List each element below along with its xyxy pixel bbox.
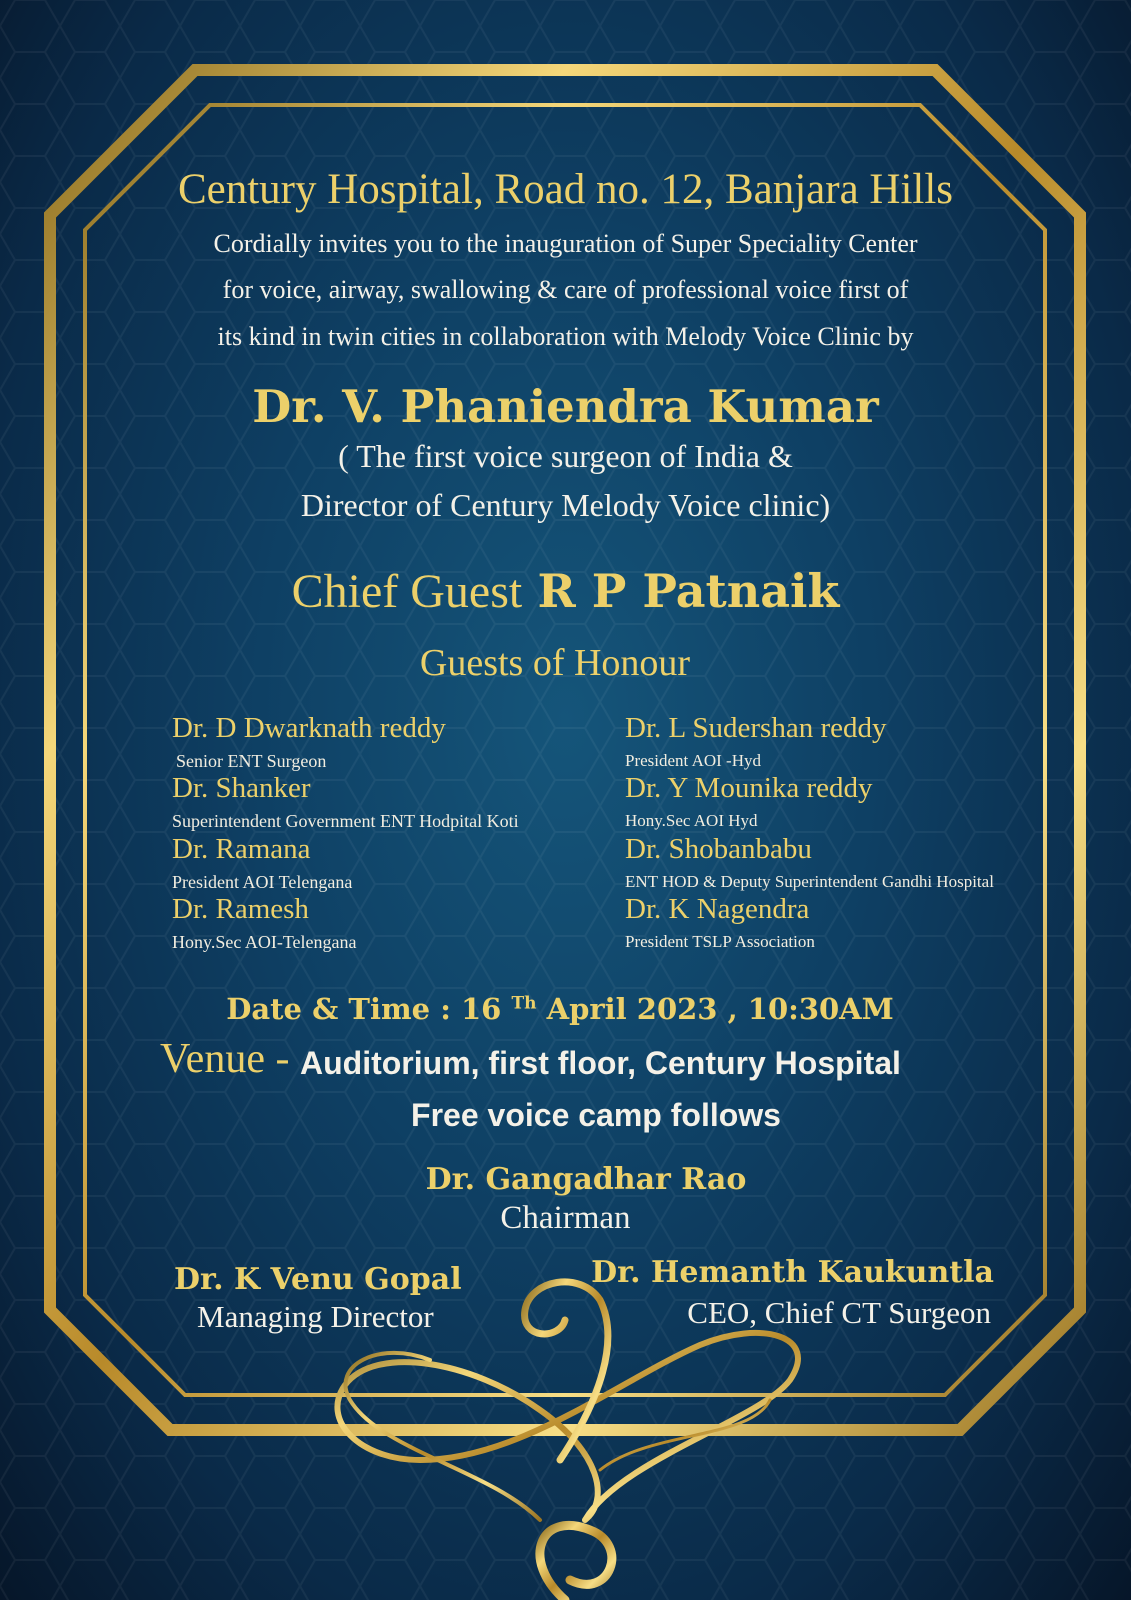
ceo-name: Dr. Hemanth Kaukuntla	[591, 1255, 994, 1290]
md-title: Managing Director	[197, 1299, 434, 1334]
hospital-heading: Century Hospital, Road no. 12, Banjara Hills	[177, 166, 954, 213]
md-name: Dr. K Venu Gopal	[174, 1262, 462, 1297]
guest-name: Dr. Y Mounika reddy	[625, 772, 873, 804]
guest-name: Dr. L Sudershan reddy	[625, 712, 887, 744]
host-title-line-2: Director of Century Melody Voice clinic)	[300, 487, 831, 523]
venue-text: Auditorium, first floor, Century Hospital	[300, 1045, 901, 1081]
guest-role: Superintendent Government ENT Hodpital Koti	[172, 811, 519, 831]
date-suffix: Th	[511, 993, 537, 1014]
chief-guest-line	[0, 563, 1131, 619]
guest-role: Hony.Sec AOI Hyd	[625, 811, 758, 830]
guest-role: Senior ENT Surgeon	[176, 751, 327, 771]
date-label: Date & Time :	[226, 992, 461, 1026]
chairman-name: Dr. Gangadhar Rao	[425, 1162, 747, 1197]
guest-name: Dr. D Dwarknath reddy	[172, 712, 446, 744]
invite-line-1: Cordially invites you to the inauguration of Super Speciality Center	[213, 229, 918, 258]
host-name: Dr. V. Phaniendra Kumar	[252, 380, 879, 433]
ceo-title: CEO, Chief CT Surgeon	[687, 1295, 991, 1330]
guest-name: Dr. Shanker	[172, 772, 311, 804]
guest-role: President TSLP Association	[625, 932, 815, 951]
invite-line-2: for voice, airway, swallowing & care of professional voice first of	[222, 275, 909, 304]
host-title-line-1: ( The first voice surgeon of India &	[338, 438, 793, 474]
chief-guest-name: R P Patnaik	[537, 564, 840, 618]
guest-name: Dr. Shobanbabu	[625, 833, 812, 865]
date-day: 16	[461, 992, 512, 1026]
chairman-title: Chairman	[500, 1200, 631, 1236]
guest-role: Hony.Sec AOI-Telengana	[172, 932, 357, 952]
guest-role: President AOI -Hyd	[625, 751, 761, 770]
guest-role: ENT HOD & Deputy Superintendent Gandhi Hospital	[625, 872, 994, 891]
guest-name: Dr. Ramana	[172, 833, 311, 865]
guest-name: Dr. K Nagendra	[625, 893, 810, 925]
venue-label: Venue -	[160, 1036, 290, 1082]
guest-role: President AOI Telengana	[172, 872, 353, 892]
invite-line-3: its kind in twin cities in collaboration with Melody Voice Clinic by	[217, 322, 914, 351]
guests-of-honour-heading: Guests of Honour	[419, 642, 691, 684]
voice-camp-note: Free voice camp follows	[411, 1097, 781, 1133]
chief-guest-label: Chief Guest	[291, 565, 523, 618]
date-time-line	[0, 992, 1120, 1026]
date-rest: April 2023 , 10:30AM	[546, 992, 894, 1026]
guest-name: Dr. Ramesh	[172, 893, 309, 925]
